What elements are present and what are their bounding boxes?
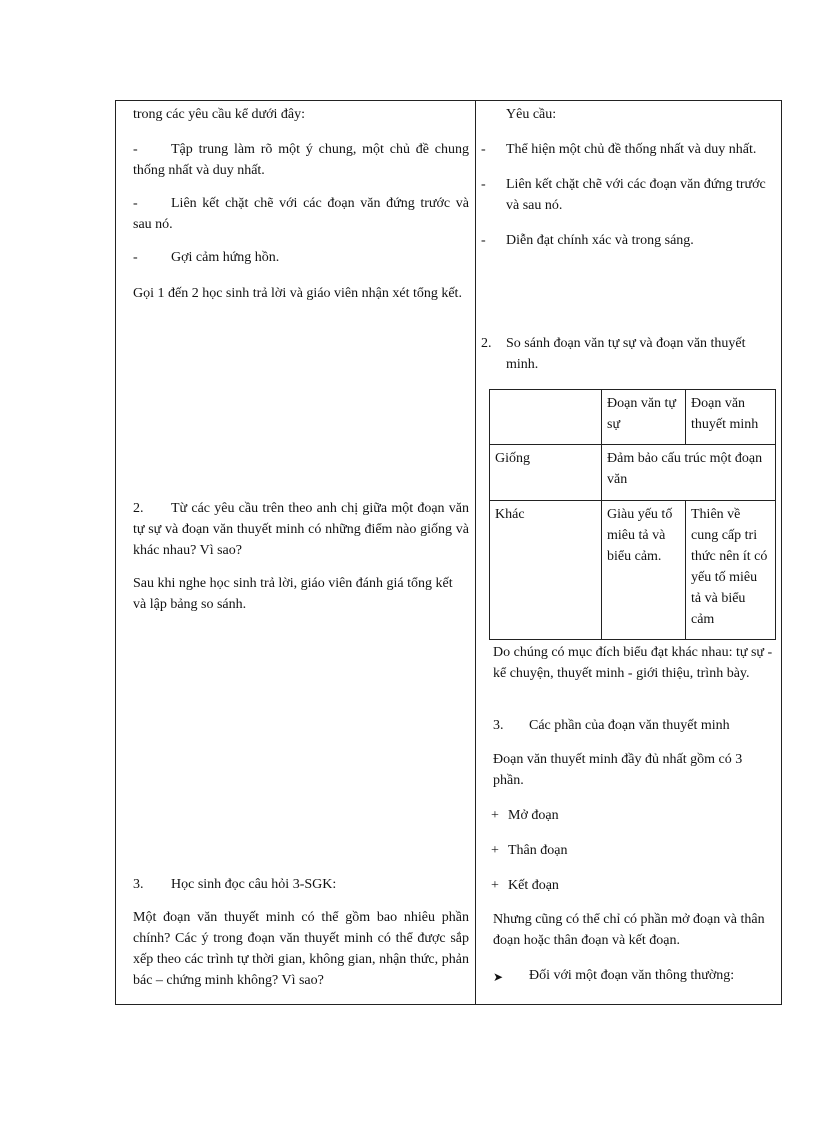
comparison-same-row: [490, 445, 776, 501]
left-call-students: Gọi 1 đến 2 học sinh trả lời và giáo viên nhận xét tổng kết.: [133, 286, 462, 301]
right-arrow-item: Đối với một đoạn văn thông thường:: [529, 968, 735, 983]
arrow-bullet-icon: ➤: [493, 970, 504, 984]
right-part-2-bullet: +: [491, 843, 499, 858]
right-part-2: Thân đoạn: [508, 843, 568, 858]
comparison-header-narrative: Đoạn văn tự sự: [602, 390, 686, 445]
right-req-2: Liên kết chặt chẽ với các đoạn văn đứng trước và sau nó.: [506, 177, 766, 213]
left-req-3: Gợi cảm hứng hồn.: [171, 250, 280, 265]
left-q3-body: Một đoạn văn thuyết minh có thể gồm bao nhiêu phần chính? Các ý trong đoạn văn thuyết minh có thể được sắp xếp theo các trình tự thời gian, không gian, nhận thức, phản bác – chứng minh không? Vì sao?: [133, 910, 469, 988]
right-part-1: Mở đoạn: [508, 808, 559, 823]
right-req-2-bullet: -: [481, 177, 486, 192]
comparison-diff-label: Khác: [490, 501, 602, 640]
right-s2-text: So sánh đoạn văn tự sự và đoạn văn thuyết minh.: [506, 336, 746, 372]
right-req-1: Thể hiện một chủ đề thống nhất và duy nhất.: [506, 142, 757, 157]
left-q2-number: 2.: [133, 501, 144, 516]
left-q3-text: Học sinh đọc câu hỏi 3-SGK:: [171, 877, 337, 892]
right-req-3: Diễn đạt chính xác và trong sáng.: [506, 233, 694, 248]
right-s3-text: Các phần của đoạn văn thuyết minh: [529, 718, 730, 733]
lesson-table: [115, 100, 782, 1005]
comparison-header-row: [490, 390, 776, 445]
comparison-same-value: Đảm bảo cấu trúc một đoạn văn: [602, 445, 776, 501]
right-heading: Yêu cầu:: [506, 107, 557, 122]
comparison-diff-expository: Thiên về cung cấp tri thức nên ít có yếu tố miêu tả và biểu cảm: [686, 501, 776, 640]
right-s3-number: 3.: [493, 718, 504, 733]
left-req-2-bullet: -: [133, 196, 138, 211]
left-req-2: Liên kết chặt chẽ với các đoạn văn đứng trước và sau nó.: [133, 196, 469, 232]
left-q2-followup: Sau khi nghe học sinh trả lời, giáo viên đánh giá tổng kết và lập bảng so sánh.: [133, 576, 453, 612]
right-part-1-bullet: +: [491, 808, 499, 823]
comparison-header-expository: Đoạn văn thuyết minh: [686, 390, 776, 445]
column-divider: [475, 101, 476, 1004]
right-req-3-bullet: -: [481, 233, 486, 248]
right-parts-note: Nhưng cũng có thể chỉ có phần mở đoạn và thân đoạn hoặc thân đoạn và kết đoạn.: [493, 912, 765, 948]
right-req-1-bullet: -: [481, 142, 486, 157]
left-q2-text: Từ các yêu cầu trên theo anh chị giữa một đoạn văn tự sự và đoạn văn thuyết minh có những điểm nào giống và khác nhau? Vì sao?: [133, 501, 469, 558]
comparison-diff-narrative: Giàu yếu tố miêu tả và biểu cảm.: [602, 501, 686, 640]
comparison-corner-cell: [490, 390, 602, 445]
comparison-same-label: Giống: [490, 445, 602, 501]
left-req-1-bullet: -: [133, 142, 138, 157]
left-req-3-bullet: -: [133, 250, 138, 265]
comparison-table: [489, 389, 776, 640]
left-q3-number: 3.: [133, 877, 144, 892]
right-part-3-bullet: +: [491, 878, 499, 893]
right-part-3: Kết đoạn: [508, 878, 559, 893]
comparison-diff-row: [490, 501, 776, 640]
right-s2-number: 2.: [481, 336, 492, 351]
left-intro: trong các yêu cầu kể dưới đây:: [133, 107, 306, 122]
left-req-1: Tập trung làm rõ một ý chung, một chủ đề chung thống nhất và duy nhất.: [133, 142, 469, 178]
right-parts-intro: Đoạn văn thuyết minh đầy đủ nhất gồm có 3 phần.: [493, 752, 743, 788]
right-reason: Do chúng có mục đích biểu đạt khác nhau: tự sự - kể chuyện, thuyết minh - giới thiệu, trình bày.: [493, 645, 773, 681]
